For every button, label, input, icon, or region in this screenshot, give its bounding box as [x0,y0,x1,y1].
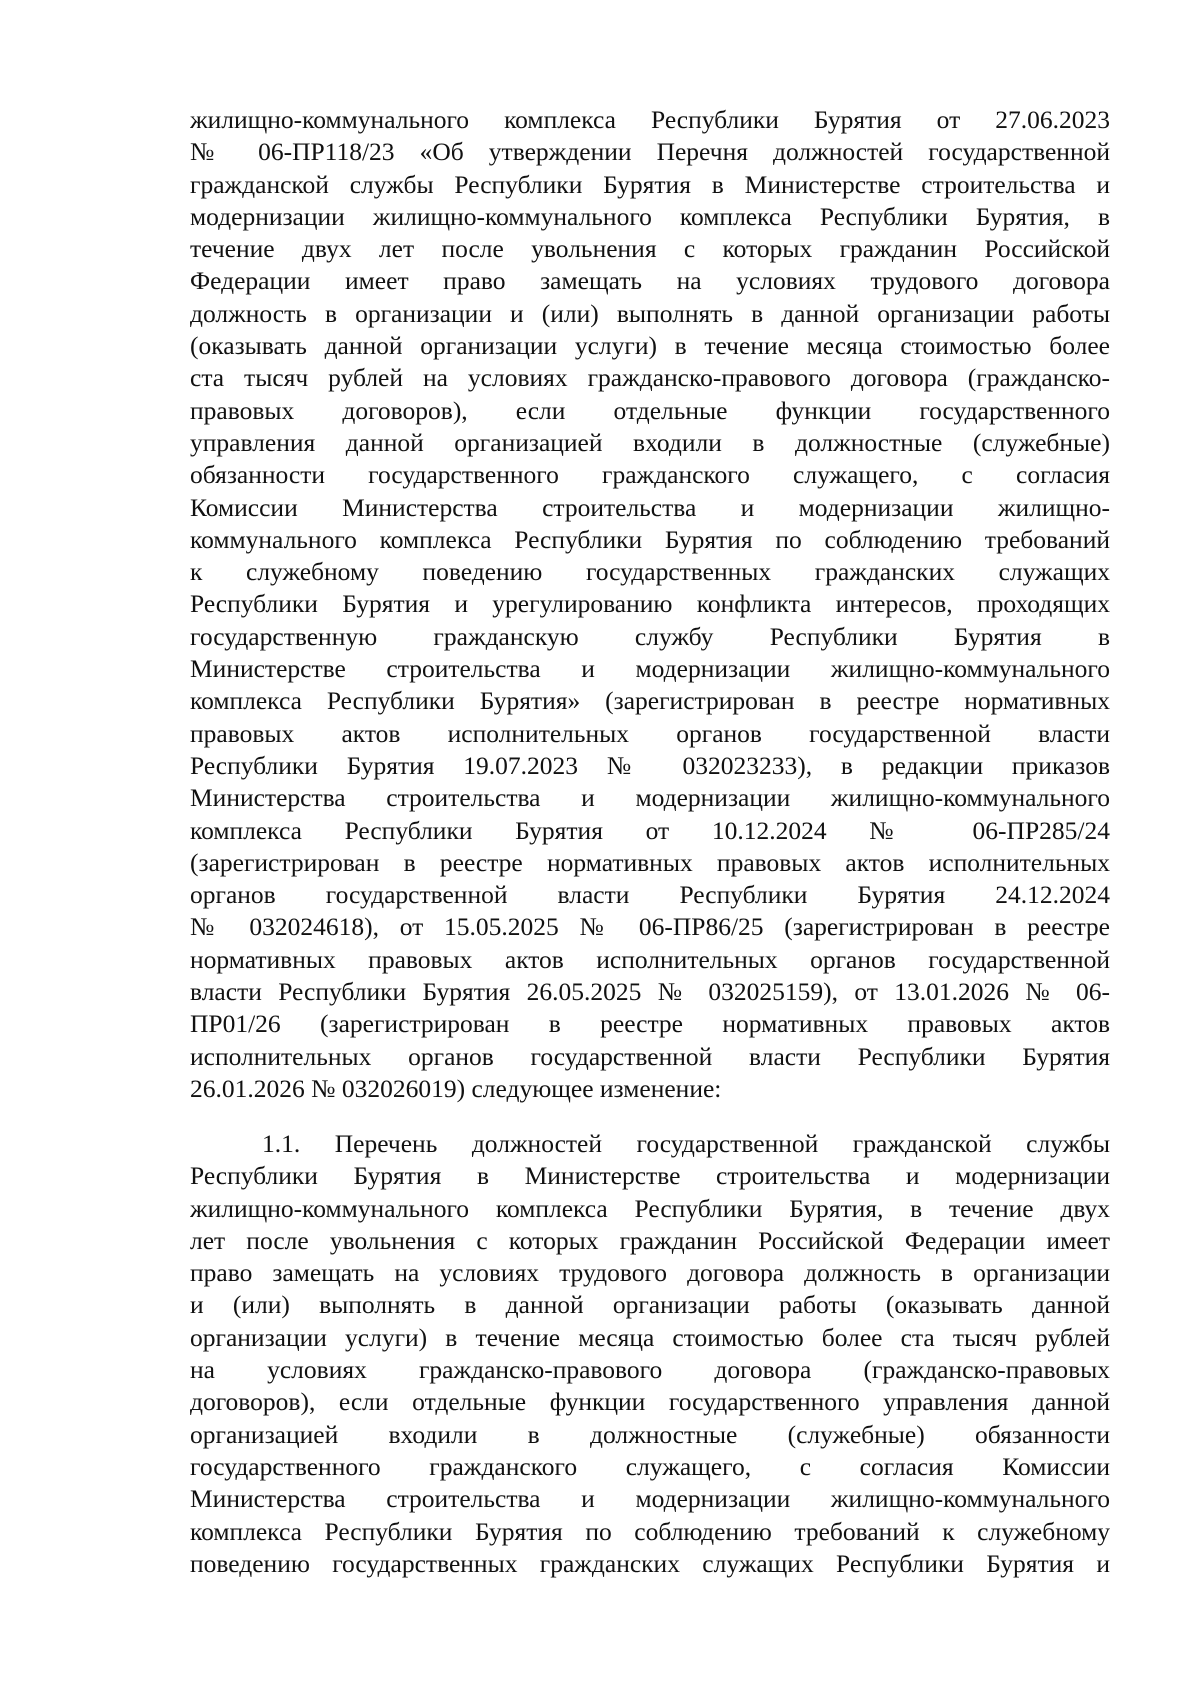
text-line: обязанности государственного гражданского служащего, с согласия [190,460,1110,490]
text-line: модернизации жилищно-коммунального комплекса Республики Бурятия, в [190,201,1110,231]
text-line: (зарегистрирован в реестре нормативных правовых актов исполнительных [190,847,1110,877]
text-line: № 06-ПР118/23 «Об утверждении Перечня должностей государственной [190,137,1110,167]
text-line: организацией входили в должностные (служебные) обязанности [190,1419,1110,1449]
text-line: жилищно-коммунального комплекса Республики Бурятия, в течение двух [190,1193,1110,1223]
text-line: жилищно-коммунального комплекса Республики Бурятия от 27.06.2023 [190,105,1110,134]
text-line: ста тысяч рублей на условиях гражданско-правового договора (гражданско- [190,363,1110,393]
text-line: ПР01/26 (зарегистрирован в реестре нормативных правовых актов [190,1009,1110,1039]
text-line: организации услуги) в течение месяца стоимостью более ста тысяч рублей [190,1322,1110,1352]
text-line: органов государственной власти Республики Бурятия 24.12.2024 [190,880,1110,910]
text-line: должность в организации и (или) выполнять в данной организации работы [190,298,1110,328]
text-line: комплекса Республики Бурятия от 10.12.2024 № 06-ПР285/24 [190,815,1110,845]
text-line: Федерации имеет право замещать на условиях трудового договора [190,266,1110,296]
text-line: коммунального комплекса Республики Бурятия по соблюдению требований [190,524,1110,554]
text-line: Республики Бурятия в Министерстве строительства и модернизации [190,1161,1110,1191]
text-line: Министерства строительства и модернизации жилищно-коммунального [190,1484,1110,1514]
text-line: Министерства строительства и модернизации жилищно-коммунального [190,783,1110,813]
text-line: право замещать на условиях трудового договора должность в организации [190,1258,1110,1288]
text-line: № 032024618), от 15.05.2025 № 06-ПР86/25 (зарегистрирован в реестре [190,912,1110,942]
text-line: Министерстве строительства и модернизации жилищно-коммунального [190,654,1110,684]
text-line: нормативных правовых актов исполнительных органов государственной [190,944,1110,974]
text-line: к служебному поведению государственных гражданских служащих [190,557,1110,587]
text-line: лет после увольнения с которых гражданин Российской Федерации имеет [190,1225,1110,1255]
text-line: комплекса Республики Бурятия» (зарегистрирован в реестре нормативных [190,686,1110,716]
paragraph-continuation [190,104,1110,1105]
text-line: Республики Бурятия и урегулированию конфликта интересов, проходящих [190,589,1110,619]
text-line: исполнительных органов государственной власти Республики Бурятия [190,1041,1110,1071]
paragraph-1-1 [190,1128,1110,1580]
text-line: договоров), если отдельные функции государственного управления данной [190,1387,1110,1417]
text-line: 26.01.2026 № 032026019) следующее изменение: [190,1073,722,1103]
text-line: 1.1. Перечень должностей государственной гражданской службы [262,1129,1110,1158]
text-line: комплекса Республики Бурятия по соблюдению требований к служебному [190,1516,1110,1546]
text-line: поведению государственных гражданских служащих Республики Бурятия и [190,1548,1110,1578]
text-line: (оказывать данной организации услуги) в течение месяца стоимостью более [190,331,1110,361]
text-line: правовых договоров), если отдельные функции государственного [190,395,1110,425]
text-line: правовых актов исполнительных органов государственной власти [190,718,1110,748]
text-line: государственную гражданскую службу Республики Бурятия в [190,621,1110,651]
text-line: управления данной организацией входили в должностные (служебные) [190,427,1110,457]
text-line: Комиссии Министерства строительства и модернизации жилищно- [190,492,1110,522]
text-line: власти Республики Бурятия 26.05.2025 № 032025159), от 13.01.2026 № 06- [190,977,1110,1007]
text-line: государственного гражданского служащего, с согласия Комиссии [190,1451,1110,1481]
text-line: на условиях гражданско-правового договора (гражданско-правовых [190,1355,1110,1385]
text-line: течение двух лет после увольнения с которых гражданин Российской [190,234,1110,264]
text-line: гражданской службы Республики Бурятия в Министерстве строительства и [190,169,1110,199]
text-line: Республики Бурятия 19.07.2023 № 032023233), в редакции приказов [190,750,1110,780]
text-line: и (или) выполнять в данной организации работы (оказывать данной [190,1290,1110,1320]
